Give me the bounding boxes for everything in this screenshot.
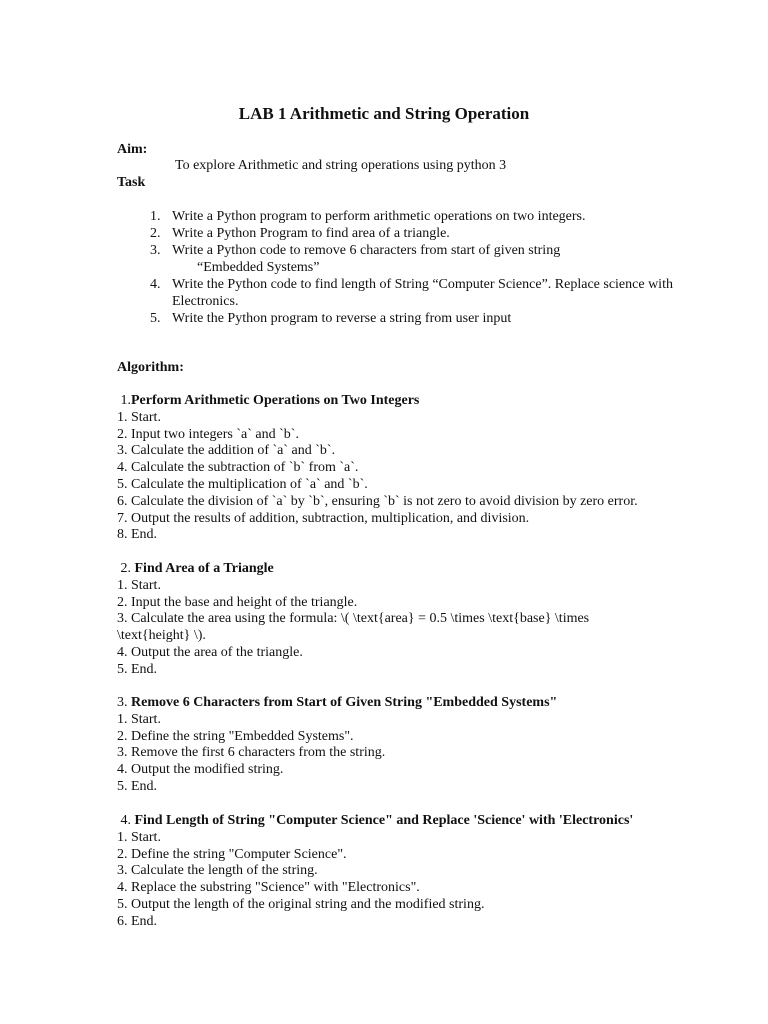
- algorithm-step: 5. End.: [117, 778, 158, 794]
- task-text: Write the Python code to find length of String “Computer Science”. Replace science with Electronics.: [172, 277, 673, 309]
- section-heading: [117, 813, 677, 830]
- section-number: 4.: [120, 813, 131, 828]
- algorithm-section-arithmetic: [117, 393, 677, 544]
- algorithm-step: 8. End.: [117, 527, 158, 543]
- task-number: 4.: [150, 277, 161, 292]
- algorithm-step: 2. Input two integers `a` and `b`.: [117, 426, 299, 442]
- algorithm-step: 2. Input the base and height of the triangle.: [117, 594, 358, 610]
- section-number: 3.: [117, 695, 128, 710]
- section-heading: [117, 695, 677, 712]
- algorithm-step: 6. Calculate the division of `a` by `b`, ensuring `b` is not zero to avoid division by zero error.: [117, 493, 638, 509]
- task-text: Write a Python code to remove 6 characters from start of given string: [172, 243, 561, 258]
- section-title: Perform Arithmetic Operations on Two Integers: [131, 393, 420, 408]
- aim-text: To explore Arithmetic and string operations using python 3: [175, 158, 507, 173]
- algorithm-step: 4. Calculate the subtraction of `b` from `a`.: [117, 460, 359, 476]
- task-item: [117, 242, 677, 276]
- algorithm-step: 1. Start.: [117, 829, 161, 845]
- algorithm-step: 4. Output the area of the triangle.: [117, 644, 303, 660]
- algorithm-step: 3. Remove the first 6 characters from the string.: [117, 745, 386, 761]
- algorithm-step: 1. Start.: [117, 409, 161, 425]
- task-list: [117, 208, 677, 327]
- task-continuation: “Embedded Systems”: [197, 260, 320, 275]
- section-heading: [117, 393, 677, 410]
- algorithm-step: 5. Calculate the multiplication of `a` and `b`.: [117, 476, 368, 492]
- task-item: [117, 276, 677, 310]
- task-text: Write the Python program to reverse a string from user input: [172, 311, 512, 326]
- page-title: LAB 1 Arithmetic and String Operation: [238, 104, 530, 123]
- section-number: 1.: [120, 393, 131, 408]
- algorithm-step: 7. Output the results of addition, subtraction, multiplication, and division.: [117, 510, 530, 526]
- algorithm-step: 4. Output the modified string.: [117, 762, 284, 778]
- algorithm-step: 5. Output the length of the original string and the modified string.: [117, 896, 485, 912]
- algorithm-step: 2. Define the string "Computer Science".: [117, 846, 347, 862]
- algorithm-step: 3. Calculate the length of the string.: [117, 863, 318, 879]
- task-number: 1.: [150, 209, 161, 224]
- task-number: 2.: [150, 226, 161, 241]
- task-text: Write a Python Program to find area of a triangle.: [172, 226, 450, 241]
- task-item: [117, 310, 677, 327]
- algorithm-step: 2. Define the string "Embedded Systems".: [117, 728, 354, 744]
- section-title: Find Length of String "Computer Science" and Replace 'Science' with 'Electronics': [134, 813, 634, 828]
- algorithm-step: 4. Replace the substring "Science" with "Electronics".: [117, 880, 420, 896]
- aim-label: Aim:: [117, 142, 148, 157]
- task-item: [117, 225, 677, 242]
- section-number: 2.: [120, 561, 131, 576]
- section-title: Remove 6 Characters from Start of Given String "Embedded Systems": [131, 695, 558, 710]
- algorithm-label: Algorithm:: [117, 360, 184, 375]
- algorithm-step: 6. End.: [117, 913, 158, 929]
- task-label: Task: [117, 175, 146, 190]
- task-number: 5.: [150, 311, 161, 326]
- algorithm-step: 3. Calculate the addition of `a` and `b`.: [117, 443, 336, 459]
- algorithm-step: 5. End.: [117, 661, 158, 677]
- algorithm-section-triangle: [117, 561, 677, 679]
- algorithm-section-remove-chars: [117, 695, 677, 796]
- section-heading: [117, 561, 677, 578]
- section-title: Find Area of a Triangle: [134, 561, 274, 576]
- task-text: Write a Python program to perform arithmetic operations on two integers.: [172, 209, 586, 224]
- algorithm-step: 1. Start.: [117, 711, 161, 727]
- task-item: [117, 208, 677, 225]
- algorithm-step: 3. Calculate the area using the formula: \( \text{area} = 0.5 \times \text{base} \times \text{height} \).: [117, 611, 590, 644]
- task-number: 3.: [150, 243, 161, 258]
- algorithm-section-string-length: [117, 813, 677, 931]
- algorithm-step: 1. Start.: [117, 577, 161, 593]
